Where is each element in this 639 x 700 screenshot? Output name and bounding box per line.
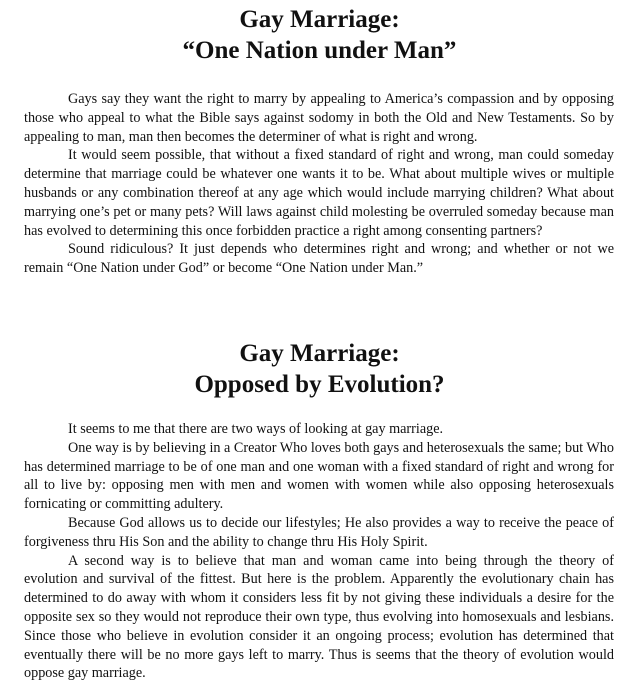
- section-2-paragraph-4: A second way is to believe that man and woman came into being through the theory of evolution and survival of the fittest. But here is the problem. Apparently the evolutionary chain has determined to do away with whom it considers less fit by not giving these individuals a desire for the opposite sex so they would not reproduce their own type, thus evolving into homosexuals and lesbians. Since those who believe in evolution consider it an ongoing process; evolution has determined that eventually there will be no more gays left to marry. Thus is seems that the theory of evolution would oppose gay marriage.: [24, 552, 614, 682]
- section-1-paragraph-2: It would seem possible, that without a fixed standard of right and wrong, man could someday determine that marriage could be whatever one wants it to be. What about multiple wives or multiple husbands or any combination thereof at any age which would include marrying children? What about marrying one’s pet or many pets? Will laws against child molesting be overruled someday because man has evolved to determining this once forbidden practice a right among consenting partners?: [24, 147, 614, 239]
- section-2-paragraph-2: One way is by believing in a Creator Who loves both gays and heterosexuals the same; but Who has determined marriage to be of one man and one woman with a fixed standard of right and wrong for all to live by: opposing men with men and women with women while also opposing heterosexuals fornicating or committing adultery.: [24, 439, 614, 513]
- section-1-paragraph-3: Sound ridiculous? It just depends who determines right and wrong; and whether or not we remain “One Nation under God” or become “One Nation under Man.”: [24, 241, 614, 277]
- section-1-title-line-1: Gay Marriage:: [239, 6, 400, 33]
- section-2-title-line-2: Opposed by Evolution?: [194, 371, 445, 398]
- section-2-paragraph-1: It seems to me that there are two ways of looking at gay marriage.: [68, 421, 444, 437]
- section-1-paragraph-1: Gays say they want the right to marry by appealing to America’s compassion and by opposing those who appeal to what the Bible says against sodomy in both the Old and New Testaments. So by appealing to man, man then becomes the determiner of what is right and wrong.: [24, 91, 614, 145]
- section-2-paragraph-3: Because God allows us to decide our lifestyles; He also provides a way to receive the peace of forgiveness thru His Son and the ability to change thru His Holy Spirit.: [24, 514, 614, 550]
- section-2-body: [24, 420, 614, 683]
- section-1-title: [0, 4, 639, 66]
- section-1-title-line-2: “One Nation under Man”: [182, 37, 457, 64]
- section-1-body: [24, 90, 614, 278]
- section-2-title: [0, 338, 639, 400]
- section-2-title-line-1: Gay Marriage:: [239, 340, 400, 367]
